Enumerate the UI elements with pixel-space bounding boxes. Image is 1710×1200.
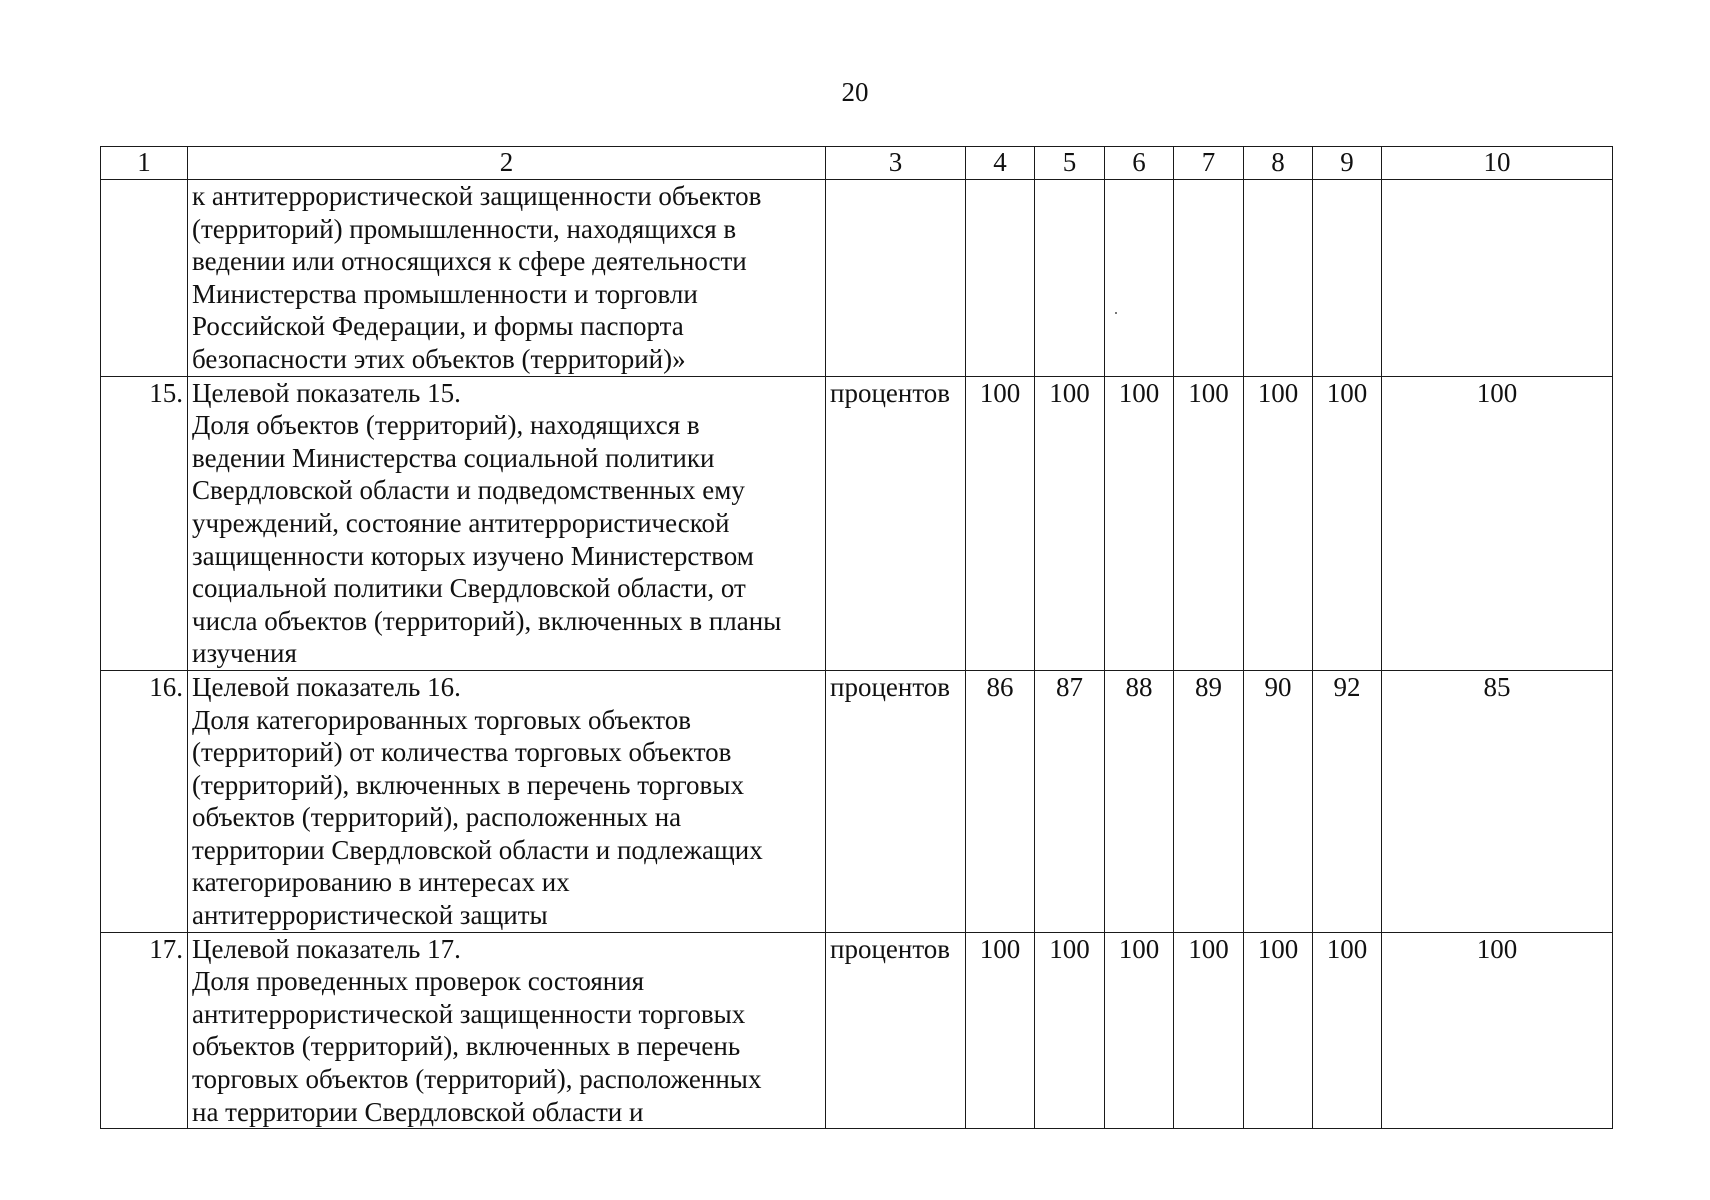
row-number: 16. — [101, 670, 188, 932]
row-unit — [826, 180, 966, 377]
value-cell: 100 — [1035, 376, 1105, 670]
column-header: 4 — [966, 147, 1035, 180]
description-line: к антитеррористической защищенности объектов — [192, 181, 762, 211]
row-description — [188, 376, 826, 670]
row-number — [101, 180, 188, 377]
value-cell — [966, 180, 1035, 377]
description-line: социальной политики Свердловской области, от — [192, 573, 746, 604]
description-line: (территорий) промышленности, находящихся в — [192, 213, 737, 244]
page-number: 20 — [841, 77, 869, 107]
value-cell: 100 — [1244, 376, 1313, 670]
column-header: 2 — [188, 147, 826, 180]
value-cell: 90 — [1244, 670, 1313, 932]
description-line: учреждений, состояние антитеррористической — [192, 507, 730, 538]
description-line: объектов (территорий), включенных в перечень — [192, 1031, 741, 1062]
row-description — [188, 932, 826, 1129]
description-line: Министерства промышленности и торговли — [192, 278, 698, 309]
description-line: категорированию в интересах их — [192, 867, 570, 898]
value-cell: 100 — [1382, 376, 1613, 670]
value-cell — [1382, 180, 1613, 377]
table-header-row — [101, 147, 1613, 180]
description-line: (территорий), включенных в перечень торговых — [192, 769, 744, 800]
description-line: Доля проведенных проверок состояния — [192, 966, 645, 997]
row-number: 15. — [101, 376, 188, 670]
description-line: Целевой показатель 15. — [192, 377, 461, 408]
description-line: Российской Федерации, и формы паспорта — [192, 311, 684, 342]
value-cell: 100 — [1105, 932, 1174, 1129]
value-cell: 100 — [1105, 376, 1174, 670]
description-line: Свердловской области и подведомственных ему — [192, 475, 745, 506]
column-header: 9 — [1313, 147, 1382, 180]
column-header: 10 — [1382, 147, 1613, 180]
column-header: 3 — [826, 147, 966, 180]
value-cell: 85 — [1382, 670, 1613, 932]
value-cell: 92 — [1313, 670, 1382, 932]
scan-speck — [1115, 312, 1117, 314]
description-line: объектов (территорий), расположенных на — [192, 802, 682, 833]
description-line: ведении Министерства социальной политики — [192, 442, 715, 473]
description-line: территории Свердловской области и подлежащих — [192, 834, 763, 865]
description-line: (территорий) от количества торговых объектов — [192, 737, 732, 768]
value-cell: 87 — [1035, 670, 1105, 932]
row-unit: процентов — [826, 932, 966, 1129]
value-cell: 100 — [1035, 932, 1105, 1129]
description-line: торговых объектов (территорий), расположенных — [192, 1064, 762, 1095]
value-cell — [1174, 180, 1244, 377]
value-cell: 89 — [1174, 670, 1244, 932]
column-header: 8 — [1244, 147, 1313, 180]
indicators-table — [100, 146, 1613, 1129]
description-line: антитеррористической защиты — [192, 900, 548, 931]
description-line: защищенности которых изучено Министерством — [192, 540, 754, 571]
description-line: ведении или относящихся к сфере деятельности — [192, 246, 747, 277]
row-unit: процентов — [826, 376, 966, 670]
column-header: 5 — [1035, 147, 1105, 180]
table-row — [101, 376, 1613, 670]
description-line: Доля объектов (территорий), находящихся в — [192, 410, 700, 441]
value-cell — [1313, 180, 1382, 377]
column-header: 7 — [1174, 147, 1244, 180]
value-cell: 100 — [1382, 932, 1613, 1129]
table-row — [101, 180, 1613, 377]
row-unit: процентов — [826, 670, 966, 932]
description-line: Целевой показатель 16. — [192, 671, 461, 702]
row-number: 17. — [101, 932, 188, 1129]
value-cell: 100 — [966, 376, 1035, 670]
value-cell: 86 — [966, 670, 1035, 932]
value-cell: 100 — [1174, 376, 1244, 670]
value-cell — [1035, 180, 1105, 377]
value-cell: 100 — [1313, 932, 1382, 1129]
value-cell: 100 — [1244, 932, 1313, 1129]
description-line: антитеррористической защищенности торговых — [192, 998, 746, 1029]
table-row — [101, 670, 1613, 932]
description-line: изучения — [192, 638, 297, 669]
value-cell: 100 — [966, 932, 1035, 1129]
row-description — [188, 180, 826, 377]
value-cell: 100 — [1313, 376, 1382, 670]
description-line: безопасности этих объектов (территорий)» — [192, 343, 686, 374]
value-cell: 88 — [1105, 670, 1174, 932]
description-line: Доля категорированных торговых объектов — [192, 704, 691, 735]
description-line: Целевой показатель 17. — [192, 933, 461, 964]
column-header: 6 — [1105, 147, 1174, 180]
row-description — [188, 670, 826, 932]
value-cell — [1244, 180, 1313, 377]
description-line: на территории Свердловской области и — [192, 1096, 644, 1127]
column-header: 1 — [101, 147, 188, 180]
value-cell — [1105, 180, 1174, 377]
table-row — [101, 932, 1613, 1129]
value-cell: 100 — [1174, 932, 1244, 1129]
description-line: числа объектов (территорий), включенных в планы — [192, 605, 782, 636]
